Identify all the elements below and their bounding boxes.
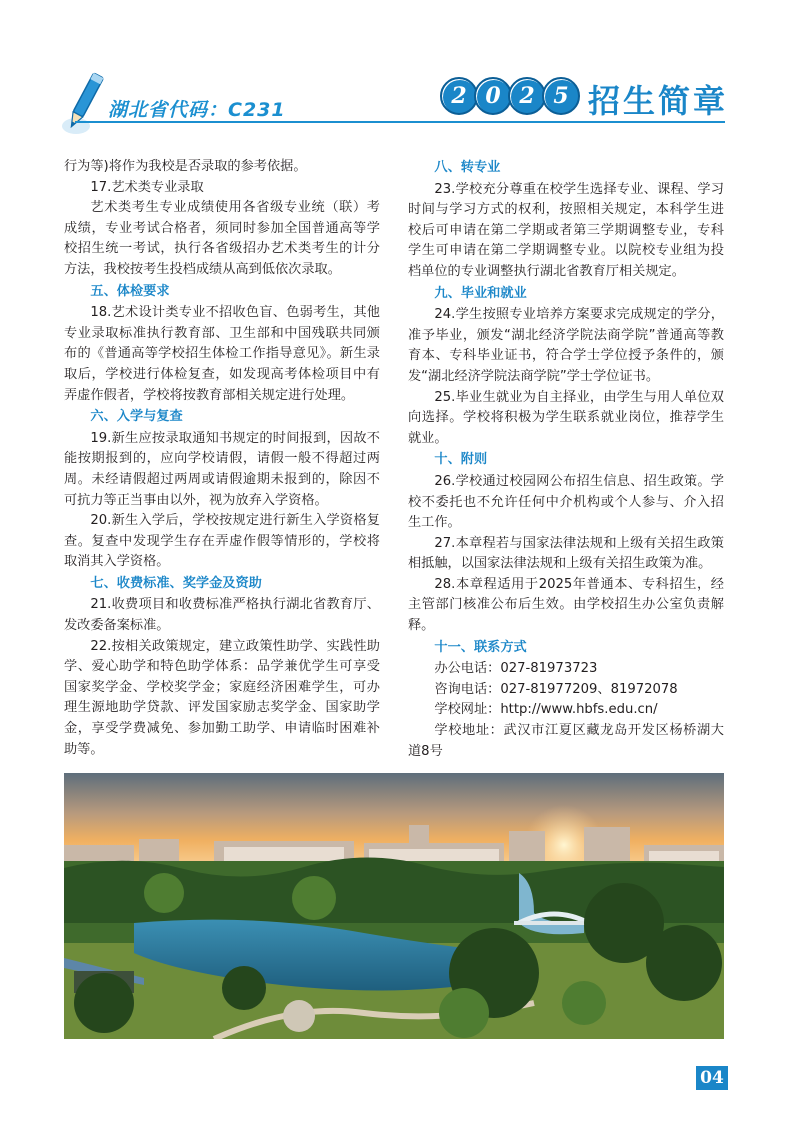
paragraph: 21.收费项目和收费标准严格执行湖北省教育厅、发改委备案标准。 — [64, 597, 380, 634]
year-digit: 5 — [542, 77, 580, 115]
page-number: 04 — [696, 1066, 728, 1090]
paragraph: 行为等)将作为我校是否录取的参考依据。 — [64, 159, 307, 174]
office-phone: 办公电话：027-81973723 — [434, 661, 598, 677]
year-digit: 0 — [474, 77, 512, 115]
brochure-title: 招生简章 — [588, 82, 729, 120]
paragraph: 27.本章程若与国家法律法规和上级有关招生政策相抵触，以国家法律法规和上级有关招生政策为准。 — [408, 535, 724, 572]
school-address: 学校地址：武汉市江夏区藏龙岛开发区杨桥湖大道8号 — [408, 723, 724, 759]
section-heading: 五、体检要求 — [90, 283, 170, 299]
paragraph: 18.艺术设计类专业不招收色盲、色弱考生，其他专业录取标准执行教育部、卫生部和中国残联共同颁布的《普通高等学校招生体检工作指导意见》。新生录取后，学校进行体检复查，如发现高考体检项目中有弄虚作假者，学校将按教育部相关规定进行处理。 — [64, 305, 380, 403]
paragraph: 20.新生入学后，学校按规定进行新生入学资格复查。复查中发现学生存在弄虚作假等情形的，学校将取消其入学资格。 — [64, 513, 380, 570]
province-code: 湖北省代码：C231 — [108, 99, 286, 121]
school-website: 学校网址：http://www.hbfs.edu.cn/ — [434, 702, 658, 718]
paragraph: 23.学校充分尊重在校学生选择专业、课程、学习时间与学习方式的权利，按照相关规定，本科学生进校后可申请在第二学期或者第三学期调整专业，专科学生可申请在第二学期调整专业。以院校专业组为投档单位的专业调整执行湖北省教育厅相关规定。 — [408, 181, 724, 279]
section-heading: 七、收费标准、奖学金及资助 — [90, 575, 262, 591]
paragraph: 22.按相关政策规定，建立政策性助学、实践性助学、爱心助学和特色助学体系：品学兼优学生可享受国家奖学金、学校奖学金；家庭经济困难学生，可办理生源地助学贷款、评发国家励志奖学金、国家助学金，享受学费减免、参加勤工助学、申请临时困难补助等。 — [64, 638, 380, 757]
section-heading: 九、毕业和就业 — [434, 285, 527, 301]
paragraph: 25.毕业生就业为自主择业，由学生与用人单位双向选择。学校将积极为学生联系就业岗位，推荐学生就业。 — [408, 389, 724, 446]
right-column — [408, 157, 724, 762]
campus-photo — [64, 773, 724, 1039]
year-digit: 2 — [508, 77, 546, 115]
section-heading: 六、入学与复查 — [90, 409, 183, 425]
paragraph: 28.本章程适用于2025年普通本、专科招生，经主管部门核准公布后生效。由学校招生办公室负责解释。 — [408, 576, 724, 634]
section-heading: 八、转专业 — [434, 160, 501, 175]
section-heading: 十一、联系方式 — [434, 639, 527, 655]
inquiry-phone: 咨询电话：027-81977209、81972078 — [434, 681, 678, 697]
paragraph: 17.艺术类专业录取 — [90, 179, 204, 195]
paragraph: 24.学生按照专业培养方案要求完成规定的学分，准予毕业，颁发“湖北经济学院法商学院”普通高等教育本、专科毕业证书，符合学士学位授予条件的，颁发“湖北经济学院法商学院”学士学位证书。 — [408, 307, 724, 384]
paragraph: 艺术类考生专业成绩使用各省级专业统（联）考成绩，专业考试合格者，须同时参加全国普通高等学校招生统一考试，执行各省级招办艺术类考生的计分方法，我校按考生投档成绩从高到低依次录取。 — [64, 200, 380, 277]
paragraph: 26.学校通过校园网公布招生信息、招生政策。学校不委托也不允许任何中介机构或个人参与、介入招生工作。 — [408, 473, 724, 531]
campus-photo-image — [64, 773, 724, 1039]
left-column — [64, 157, 380, 760]
header-rule — [75, 121, 435, 123]
paragraph: 19.新生应按录取通知书规定的时间报到，因故不能按期报到的，应向学校请假，请假一般不得超过两周。未经请假超过两周或请假逾期未报到的，除因不可抗力等正当事由以外，视为放弃入学资格。 — [64, 430, 380, 508]
year-badges — [440, 77, 576, 115]
pen-icon — [58, 70, 110, 138]
page-header — [0, 0, 800, 150]
year-digit: 2 — [440, 77, 478, 115]
section-heading: 十、附则 — [434, 452, 488, 468]
